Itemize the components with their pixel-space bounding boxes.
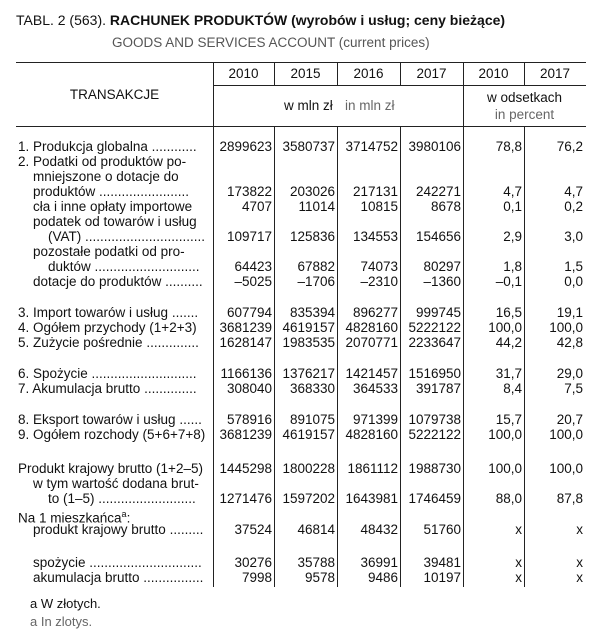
table-cell: x (576, 522, 583, 537)
table-cell: 2899623 (219, 139, 272, 154)
table-cell: 1988730 (408, 461, 461, 476)
table-cell: 203026 (289, 184, 335, 199)
table-cell: x (576, 570, 583, 585)
footnote-en: a In zlotys. (30, 614, 93, 629)
table-cell: 19,1 (556, 305, 583, 320)
row-label (18, 169, 179, 185)
header-top-rule (16, 62, 586, 63)
row-label-text: to (1–5) .......................... (18, 491, 196, 506)
table-cell: 896277 (352, 305, 398, 320)
row-label-text: duktów ............................ (18, 259, 200, 274)
row-label-text: mniejszone o dotacje do (18, 169, 179, 184)
table-cell: 87,8 (556, 491, 583, 506)
table-cell: 9486 (367, 570, 398, 585)
table-cell: –1706 (297, 274, 335, 289)
table-cell: 364533 (352, 381, 398, 396)
row-label (18, 305, 198, 321)
table-cell: 1079738 (408, 412, 461, 427)
table-title (16, 12, 505, 28)
header-merge-mask (274, 86, 275, 126)
table-cell: 5222122 (408, 427, 461, 442)
table-cell: –1360 (423, 274, 461, 289)
row-label (18, 244, 185, 260)
table-cell: 8,4 (503, 381, 522, 396)
percent-label-pl: w odsetkach (486, 90, 563, 105)
table-cell: 0,2 (564, 199, 583, 214)
table-cell: 100,0 (549, 320, 583, 335)
row-label-text: akumulacja brutto ................ (18, 570, 204, 585)
year-header: 2017 (416, 66, 447, 81)
footnote-marker: a (121, 509, 127, 519)
row-label-text: 6. Spożycie ............................ (18, 366, 197, 381)
table-cell: 1643981 (345, 491, 398, 506)
table-cell: 30276 (234, 555, 272, 570)
header-merge-mask (400, 86, 401, 126)
table-cell: 100,0 (488, 461, 522, 476)
row-label-text: podatek od towarów i usług (18, 214, 197, 229)
year-header: 2015 (290, 66, 321, 81)
row-label-text: 5. Zużycie pośrednie .............. (18, 335, 199, 350)
row-label (18, 476, 199, 492)
row-label (18, 570, 203, 586)
row-label (18, 522, 203, 538)
table-cell: 2,9 (503, 229, 522, 244)
row-label (18, 461, 203, 477)
table-cell: 607794 (226, 305, 272, 320)
table-cell: 39481 (423, 555, 461, 570)
table-cell: 3,0 (564, 229, 583, 244)
table-cell: 971399 (352, 412, 398, 427)
table-cell: 308040 (226, 381, 272, 396)
row-label (18, 412, 202, 428)
row-label (18, 366, 197, 382)
table-cell: 44,2 (495, 335, 522, 350)
row-label-text: produkt krajowy brutto ......... (18, 522, 204, 537)
table-cell: 36991 (360, 555, 398, 570)
table-cell: 20,7 (556, 412, 583, 427)
table-cell: 74073 (360, 259, 398, 274)
table-cell: 1,5 (564, 259, 583, 274)
header-bottom-rule (16, 126, 586, 127)
row-label (18, 229, 205, 245)
table-cell: 1376217 (282, 366, 335, 381)
row-label (18, 381, 197, 397)
table-cell: 35788 (297, 555, 335, 570)
row-label-text: produktów ........................ (18, 184, 190, 199)
table-cell: 1983535 (282, 335, 335, 350)
table-cell: 78,8 (495, 139, 522, 154)
table-cell: 37524 (234, 522, 272, 537)
table-cell: 391787 (415, 381, 461, 396)
row-label (18, 214, 197, 230)
row-label-text: pozostałe podatki od pro- (18, 244, 185, 259)
row-label-text: 9. Ogółem rozchody (5+6+7+8) (18, 427, 206, 442)
table-cell: 1800228 (282, 461, 335, 476)
table-subtitle: GOODS AND SERVICES ACCOUNT (current prices) (112, 35, 430, 50)
table-cell: 578916 (226, 412, 272, 427)
table-cell: 4828160 (345, 427, 398, 442)
table-cell: 242271 (415, 184, 461, 199)
table-cell: 134553 (352, 229, 398, 244)
table-cell: 4,7 (503, 184, 522, 199)
table-cell: 7,5 (564, 381, 583, 396)
table-cell: 0,0 (564, 274, 583, 289)
table-cell: 3681239 (219, 427, 272, 442)
row-label-text: 4. Ogółem przychody (1+2+3) (18, 320, 197, 335)
row-label (18, 259, 200, 275)
row-label (18, 335, 199, 351)
table-cell: 4619157 (282, 320, 335, 335)
table-cell: 3980106 (408, 139, 461, 154)
table-cell: 100,0 (549, 427, 583, 442)
table-cell: 4828160 (345, 320, 398, 335)
table-cell: 3580737 (282, 139, 335, 154)
header-merge-mask (337, 86, 338, 126)
table-cell: 9578 (304, 570, 335, 585)
table-cell: 4,7 (564, 184, 583, 199)
table-cell: 80297 (423, 259, 461, 274)
table-cell: 109717 (226, 229, 272, 244)
table-cell: 88,0 (495, 491, 522, 506)
table-cell: 11014 (298, 199, 335, 214)
table-cell: 173822 (226, 184, 272, 199)
table-cell: 7998 (241, 570, 272, 585)
row-label (18, 427, 205, 443)
table-cell: 4619157 (282, 427, 335, 442)
row-label-text: 7. Akumulacja brutto .............. (18, 381, 197, 396)
row-label-text: 3. Import towarów i usług ....... (18, 305, 199, 320)
table-cell: 10815 (360, 199, 398, 214)
table-cell: 1271476 (219, 491, 272, 506)
table-cell: 1166136 (220, 366, 272, 381)
row-label-text: 2. Podatki od produktów po- (18, 154, 187, 169)
row-label-text: 1. Produkcja globalna ............ (18, 139, 197, 154)
table-cell: 100,0 (549, 461, 583, 476)
table-cell: x (515, 522, 522, 537)
row-label (18, 274, 203, 290)
unit-label-en: in mln zł (345, 98, 395, 113)
title-bold: RACHUNEK PRODUKTÓW (wyrobów i usług; ceny bieżące) (109, 12, 506, 28)
table-cell: 3681239 (219, 320, 272, 335)
table-cell: 999745 (415, 305, 461, 320)
year-header: 2010 (478, 66, 509, 81)
label-suffix: : (126, 510, 131, 526)
year-header: 2017 (539, 66, 571, 81)
table-cell: 1628147 (219, 335, 272, 350)
table-cell: 31,7 (495, 366, 522, 381)
table-cell: 0,1 (503, 199, 522, 214)
table-cell: 5222122 (408, 320, 461, 335)
table-cell: 51760 (423, 522, 461, 537)
table-cell: 835394 (289, 305, 335, 320)
row-label-text: Na 1 mieszkańca (18, 510, 122, 526)
table-cell: 4707 (241, 199, 272, 214)
row-label (18, 199, 192, 215)
year-header: 2016 (353, 66, 384, 81)
table-cell: 1421457 (345, 366, 398, 381)
table-cell: 15,7 (495, 412, 522, 427)
table-cell: 217131 (352, 184, 398, 199)
row-label (18, 154, 186, 170)
table-cell: 1,8 (503, 259, 522, 274)
row-label (18, 555, 202, 571)
table-cell: 10197 (423, 570, 461, 585)
unit-label-pl: w mln zł (284, 98, 333, 113)
table-cell: 67882 (297, 259, 335, 274)
row-label-text: w tym wartość dodana brut- (18, 476, 199, 491)
table-cell: 8678 (430, 199, 461, 214)
table-cell: 100,0 (488, 427, 522, 442)
table-cell: 2070771 (345, 335, 398, 350)
row-label-text: dotacje do produktów .......... (18, 274, 203, 289)
table-cell: 3714752 (345, 139, 398, 154)
table-cell: 76,2 (556, 139, 583, 154)
table-cell: 64423 (234, 259, 272, 274)
table-cell: –5025 (234, 274, 272, 289)
table-cell: 891075 (289, 412, 335, 427)
row-label (18, 320, 197, 336)
table-cell: x (576, 555, 583, 570)
row-label (18, 139, 197, 155)
row-label (18, 491, 196, 507)
table-cell: 1516950 (408, 366, 461, 381)
footnote-pl: a W złotych. (30, 596, 101, 611)
table-cell: –0,1 (495, 274, 522, 289)
table-cell: 1746459 (408, 491, 461, 506)
row-label-text: spożycie .............................. (18, 555, 202, 570)
row-label-text: (VAT) ................................ (18, 229, 206, 244)
row-label-text: Produkt krajowy brutto (1+2–5) (18, 461, 203, 476)
title-prefix: TABL. 2 (563). (16, 12, 110, 28)
table-cell: 154656 (415, 229, 461, 244)
table-cell: 125836 (289, 229, 335, 244)
table-cell: x (515, 555, 522, 570)
table-cell: 48432 (360, 522, 398, 537)
row-label-text: 8. Eksport towarów i usług ...... (18, 412, 202, 427)
table-cell: 1445298 (219, 461, 272, 476)
table-cell: x (515, 570, 522, 585)
table-cell: 46814 (297, 522, 335, 537)
table-cell: 16,5 (495, 305, 522, 320)
stub-header: TRANSAKCJE (69, 87, 160, 102)
table-cell: 368330 (289, 381, 335, 396)
year-header: 2010 (228, 66, 259, 81)
table-cell: 2233647 (408, 335, 461, 350)
percent-label-en: in percent (494, 107, 555, 122)
table-cell: 1861112 (347, 461, 398, 476)
table-cell: 100,0 (488, 320, 522, 335)
table-cell: 29,0 (556, 366, 583, 381)
table-cell: –2310 (360, 274, 398, 289)
table-cell: 1597202 (282, 491, 335, 506)
table-cell: 42,8 (556, 335, 583, 350)
row-label (18, 184, 189, 200)
row-label-text: cła i inne opłaty importowe (18, 199, 193, 214)
